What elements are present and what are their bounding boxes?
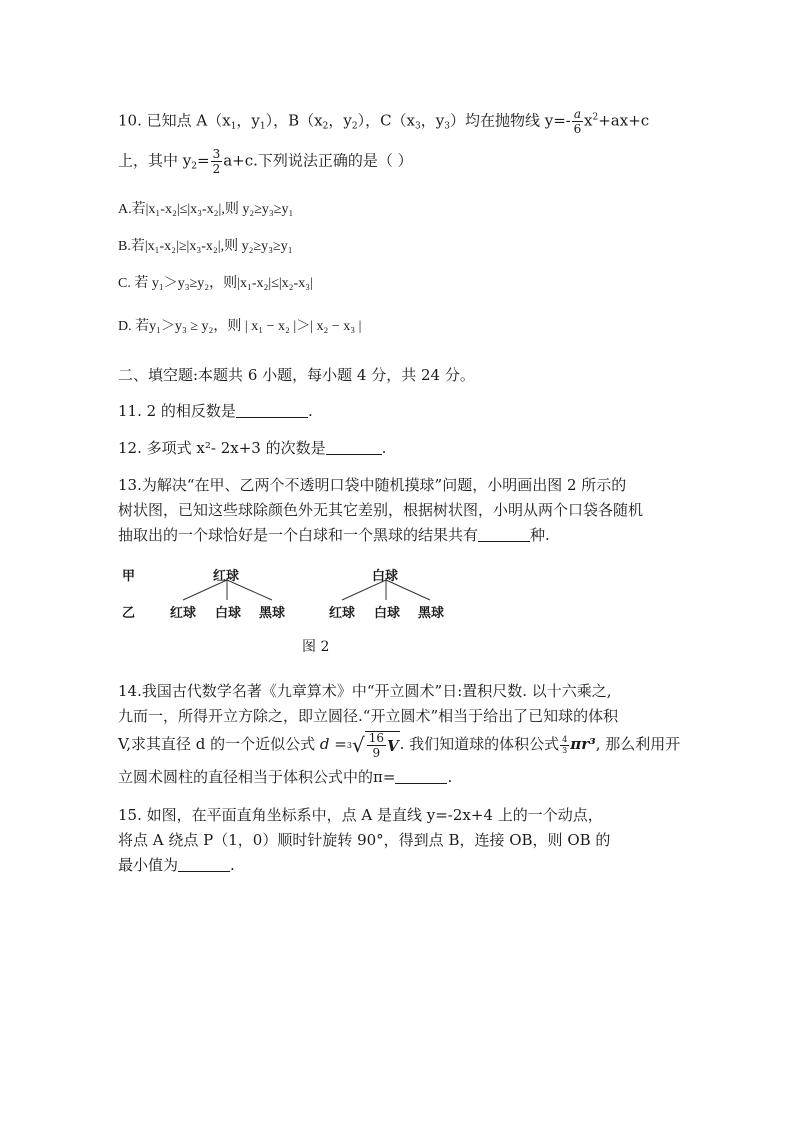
tree-leaf: 黑球: [259, 606, 286, 621]
q14-line4: 立圆术圆柱的直径相当于体积公式中的π= .: [118, 768, 453, 786]
answer-blank: [478, 529, 530, 542]
q13-line3: 抽取出的一个球恰好是一个白球和一个黑球的结果共有 种.: [118, 526, 550, 544]
tree-leaf: 红球: [329, 606, 356, 621]
option-b: B.若|x₁-x₂|≥|x₃-x₂|,则 y₂≥y₃≥y₁: [118, 239, 293, 254]
tree-leaf: 白球: [215, 606, 242, 621]
radical-sign: √: [351, 733, 365, 757]
tree-leaf: 红球: [170, 606, 197, 621]
option-d: D. 若y₁＞y₃ ≥ y₂，则 | x₁ − x₂ |＞| x₂ − x₃ |: [118, 319, 362, 334]
option-a: A.若|x₁-x₂|≤|x₃-x₂|,则 y₂≥y₃≥y₁: [118, 202, 294, 217]
q14-line3: V,求其直径 d 的一个近似公式 d = 3 √ $\frac{16}{9}$ V . 我们知道球的体积公式 $\frac{4}{3}$ πr³, 那么利用开: [118, 731, 681, 760]
tree-leaf: 白球: [374, 606, 401, 621]
q15-line2: 将点 A 绕点 P（1，0）顺时针旋转 90°，得到点 B，连接 OB，则 OB 的: [118, 831, 611, 849]
fraction-4-over-3: $\frac{4}{3}$: [562, 734, 568, 755]
tree-leaf: 黑球: [418, 606, 445, 621]
q10-line1: 10. 已知点 $A(x_1$，$y_1$），$B(x_2$，$y_2$），$C(x_3$，$y_3$）均在抛物线 y=- $\frac{a}{6}$ $x^2+ax+c$: [118, 107, 650, 136]
tree-root-red: 红球: [213, 569, 240, 584]
tree-diagram: [120, 558, 460, 658]
q11: 11. 2 的相反数是 .: [118, 402, 313, 420]
q15-line1: 15. 如图，在平面直角坐标系中，点 A 是直线 y=-2x+4 上的一个动点，: [118, 806, 603, 824]
row-label-jia: 甲: [122, 569, 136, 584]
q15-line3: 最小值为 .: [118, 856, 235, 874]
section-heading: 二、填空题:本题共 6 小题，每小题 4 分，共 24 分。: [118, 366, 475, 384]
q14-line2: 九而一，所得开立方除之，即立圆径.“开立圆术”相当于给出了已知球的体积: [118, 707, 619, 725]
figure-caption: 图 2: [302, 639, 330, 655]
answer-blank: [395, 771, 447, 784]
option-c: C. 若 y₁＞y₃≥y₂，则|x₁-x₂|≤|x₂-x₃|: [118, 276, 313, 291]
tree-root-white: 白球: [372, 569, 399, 584]
row-label-yi: 乙: [122, 606, 136, 621]
fraction-a-over-6: $\frac{a}{6}$: [573, 107, 582, 136]
q14-line1: 14.我国古代数学名著《九章算术》中“开立圆术”日:置积尺数. 以十六乘之,: [118, 682, 612, 700]
cube-root-formula: 3 √ $\frac{16}{9}$ V: [346, 731, 399, 760]
q13-line1: 13.为解决“在甲、乙两个不透明口袋中随机摸球”问题，小明画出图 2 所示的: [118, 476, 627, 494]
q12: 12. 多项式 x²- 2x+3 的次数是 .: [118, 439, 387, 457]
q13-line2: 树状图，已知这些球除颜色外无其它差别，根据树状图，小明从两个口袋各随机: [118, 501, 644, 519]
answer-blank: [178, 859, 230, 872]
fraction-3-over-2: $\frac{3}{2}$: [212, 147, 221, 176]
q10-line2: 上，其中 $y_2=$ $\frac{3}{2}$ a+c.下列说法正确的是（ ）: [118, 147, 413, 176]
answer-blank: [236, 405, 308, 418]
answer-blank: [326, 442, 382, 455]
